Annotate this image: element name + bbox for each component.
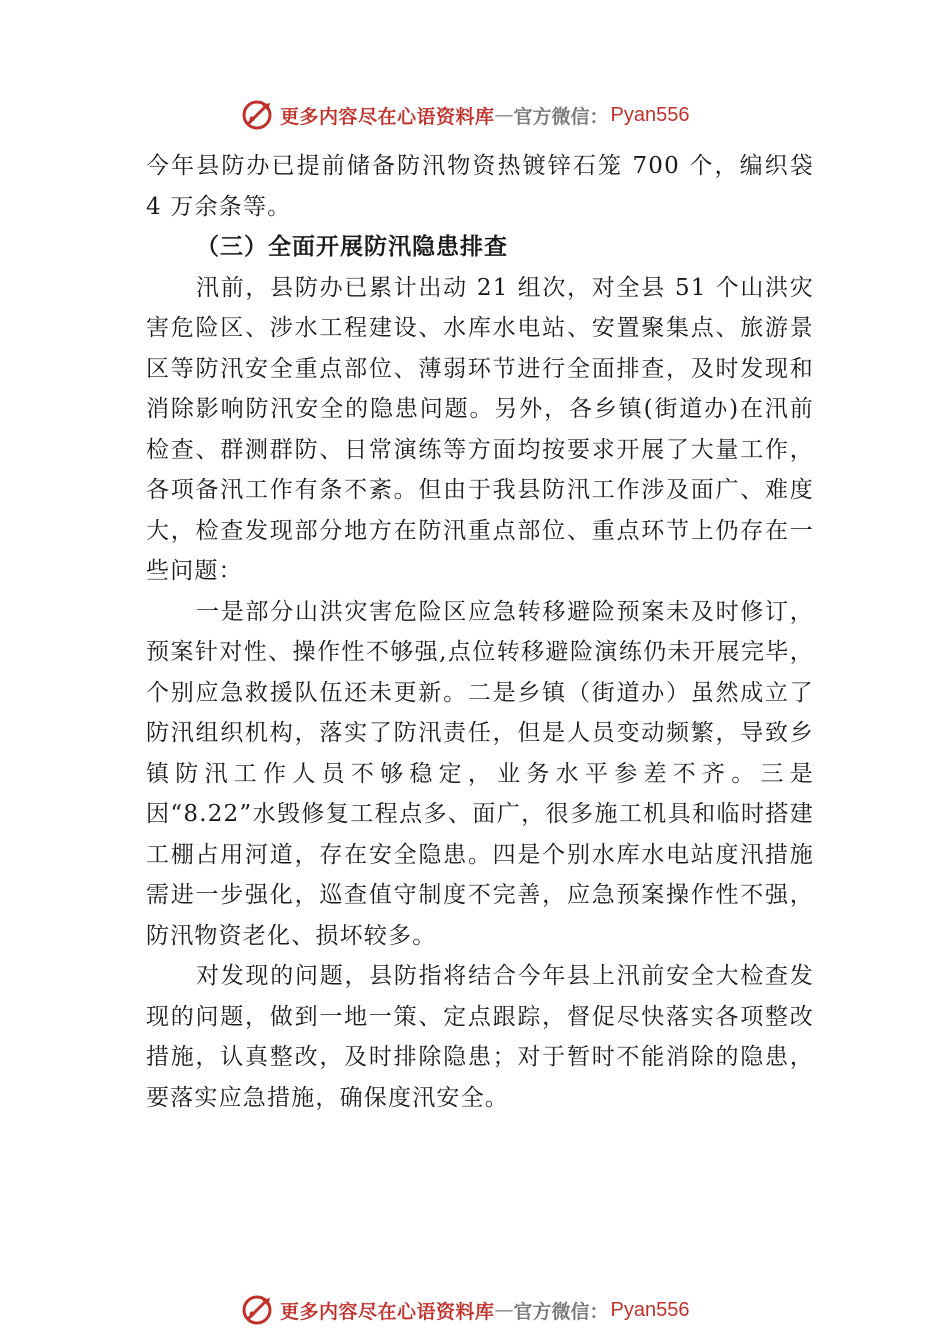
brand-logo-icon	[240, 97, 276, 133]
watermark-wechat-id: Pyan556	[610, 1298, 690, 1321]
watermark-text: 更多内容尽在心语资料库	[280, 1300, 495, 1323]
watermark-wechat-label: 官方微信：	[513, 1300, 609, 1323]
watermark-separator: —	[494, 1299, 514, 1321]
section-heading: （三）全面开展防汛隐患排查	[196, 234, 508, 260]
watermark-wechat-label: 官方微信：	[513, 105, 609, 128]
watermark-text: 更多内容尽在心语资料库	[280, 105, 495, 128]
brand-logo-icon	[240, 1292, 276, 1328]
paragraph-measures: 对发现的问题，县防指将结合今年县上汛前安全大检查发现的问题，做到一地一策、定点跟踪，督促尽快落实各项整改措施，认真整改，及时排除隐患；对于暂时不能消除的隐患，要落实应急措施，确保度汛安全。	[146, 963, 814, 1111]
paragraph-problems: 一是部分山洪灾害危险区应急转移避险预案未及时修订，预案针对性、操作性不够强,点位转移避险演练仍未开展完毕，个别应急救援队伍还未更新。二是乡镇（街道办）虽然成立了防汛组织机构，落实了防汛责任，但是人员变动频繁，导致乡镇防汛工作人员不够稳定，业务水平参差不齐。三是因“8.22”水毁修复工程点多、面广，很多施工机具和临时搭建工棚占用河道，存在安全隐患。四是个别水库水电站度汛措施需进一步强化，巡查值守制度不完善，应急预案操作性不强，防汛物资老化、损坏较多。	[146, 598, 814, 949]
paragraph-continued: 今年县防办已提前储备防汛物资热镀锌石笼 700 个，编织袋 4 万余条等。	[146, 153, 814, 220]
watermark-separator: —	[494, 104, 514, 126]
footer-watermark	[240, 1290, 760, 1330]
paragraph-inspection: 汛前，县防办已累计出动 21 组次，对全县 51 个山洪灾害危险区、涉水工程建设、水库水电站、安置聚集点、旅游景区等防汛安全重点部位、薄弱环节进行全面排查，及时发现和消除影响防汛安全的隐患问题。另外，各乡镇(街道办)在汛前检查、群测群防、日常演练等方面均按要求开展了大量工作，各项备汛工作有条不紊。但由于我县防汛工作涉及面广、难度大，检查发现部分地方在防汛重点部位、重点环节上仍存在一些问题：	[146, 274, 814, 584]
header-watermark	[240, 95, 760, 135]
watermark-wechat-id: Pyan556	[610, 103, 690, 126]
document-body	[146, 146, 814, 1118]
